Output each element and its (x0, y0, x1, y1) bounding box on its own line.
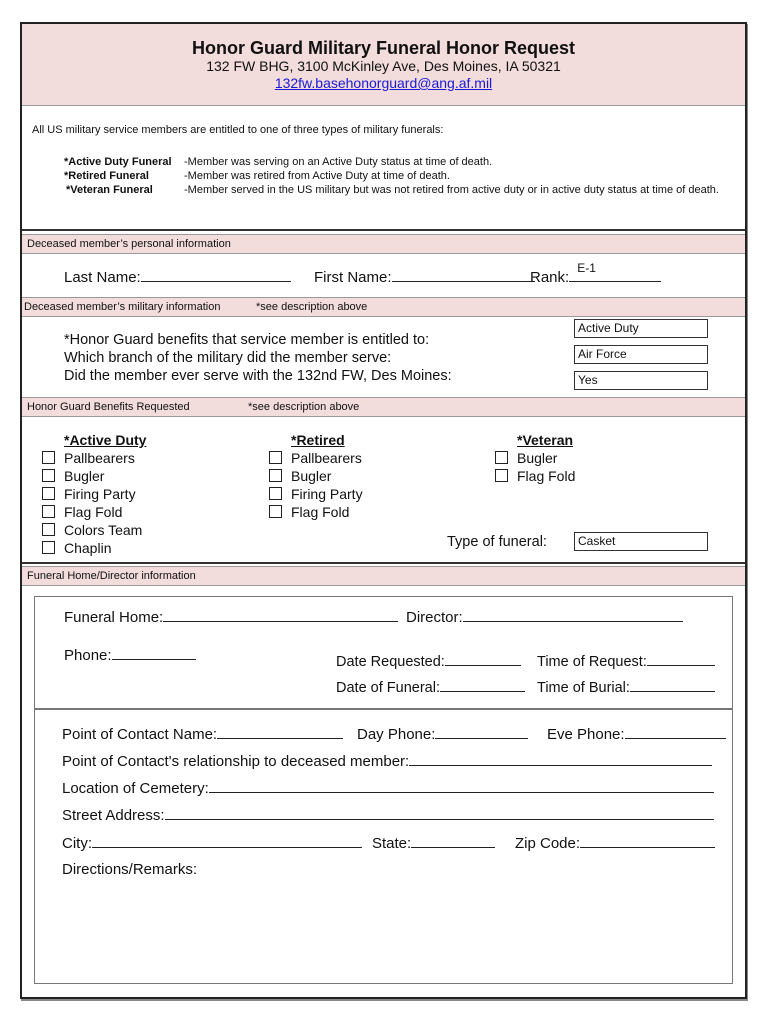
last-name-label: Last Name: (64, 269, 141, 286)
first-name-row (314, 268, 535, 286)
day-phone-label: Day Phone: (357, 726, 436, 743)
section-personal-info (22, 234, 745, 254)
funeral-type-desc: -Member was retired from Active Duty at time of death. (184, 170, 450, 182)
checkbox[interactable] (42, 487, 55, 500)
benefit-option-firing-party[interactable]: Firing Party (269, 485, 363, 503)
city-field[interactable] (92, 834, 362, 848)
benefits-entitled-select[interactable]: Active Duty (574, 319, 708, 338)
benefit-option-chaplin[interactable]: Chaplin (42, 539, 146, 557)
benefit-option-pallbearers[interactable]: Pallbearers (42, 449, 146, 467)
time-of-burial-field[interactable] (630, 678, 715, 692)
funeral-type-desc: -Member was serving on an Active Duty status at time of death. (184, 156, 493, 168)
cemetery-field[interactable] (209, 779, 714, 793)
street-row (62, 806, 714, 824)
section-label: Funeral Home/Director information (27, 570, 196, 582)
checkbox[interactable] (42, 451, 55, 464)
date-of-funeral-field[interactable] (440, 678, 525, 692)
checkbox[interactable] (42, 469, 55, 482)
time-of-request-label: Time of Request: (537, 654, 647, 670)
veteran-benefits (495, 431, 575, 485)
phone-label: Phone: (64, 647, 112, 664)
funeral-type-select[interactable]: Casket (574, 532, 708, 551)
section-label: Honor Guard Benefits Requested (27, 401, 190, 413)
section-funeral-home (22, 566, 745, 586)
section-label: Deceased member’s personal information (27, 238, 231, 250)
state-row (372, 834, 495, 852)
first-name-label: First Name: (314, 269, 392, 286)
section-military-info (22, 297, 745, 317)
relationship-row (62, 752, 712, 770)
funeral-type-label: Type of funeral: (447, 534, 547, 550)
form-title: Honor Guard Military Funeral Honor Request (191, 38, 576, 58)
funeral-type-desc: -Member served in the US military but was not retired from active duty or in active duty status at time of death. (184, 184, 719, 196)
section-label: Deceased member’s military information (24, 301, 221, 313)
day-phone-row (357, 725, 528, 743)
director-field[interactable] (463, 608, 683, 622)
poc-name-row (62, 725, 343, 743)
section-note: *see description above (248, 401, 360, 413)
benefit-option-bugler[interactable]: Bugler (42, 467, 146, 485)
state-field[interactable] (411, 834, 495, 848)
rank-field[interactable] (569, 261, 661, 282)
active-duty-heading: *Active Duty (64, 432, 147, 448)
time-of-request-row (537, 652, 715, 670)
veteran-heading: *Veteran (517, 432, 574, 448)
branch-select[interactable]: Air Force (574, 345, 708, 364)
funeral-type-label: *Active Duty Funeral (64, 156, 172, 168)
phone-field[interactable] (112, 646, 196, 660)
benefit-option-flag-fold[interactable]: Flag Fold (495, 467, 575, 485)
active-duty-benefits (42, 431, 146, 557)
benefit-option-colors-team[interactable]: Colors Team (42, 521, 146, 539)
checkbox[interactable] (495, 451, 508, 464)
rank-value: E-1 (577, 261, 596, 275)
section-note: *see description above (256, 301, 368, 313)
director-label: Director: (406, 609, 463, 626)
checkbox[interactable] (269, 469, 282, 482)
zip-row (515, 834, 715, 852)
date-requested-label: Date Requested: (336, 654, 445, 670)
checkbox[interactable] (269, 487, 282, 500)
section-benefits-requested (22, 397, 745, 417)
benefit-option-firing-party[interactable]: Firing Party (42, 485, 146, 503)
street-field[interactable] (165, 806, 714, 820)
divider (22, 562, 745, 564)
city-row (62, 834, 362, 852)
first-name-field[interactable] (392, 268, 535, 282)
city-label: City: (62, 835, 92, 852)
checkbox[interactable] (269, 505, 282, 518)
funeral-home-field[interactable] (163, 608, 398, 622)
eve-phone-row (547, 725, 726, 743)
retired-benefits (269, 431, 363, 521)
form-address: 132 FW BHG, 3100 McKinley Ave, Des Moines, IA 50321 (206, 58, 561, 74)
street-label: Street Address: (62, 807, 165, 824)
cemetery-label: Location of Cemetery: (62, 780, 209, 797)
date-of-funeral-label: Date of Funeral: (336, 680, 440, 696)
day-phone-field[interactable] (435, 725, 528, 739)
funeral-home-label: Funeral Home: (64, 609, 164, 626)
time-of-burial-row (537, 678, 715, 696)
benefits-entitled-question: *Honor Guard benefits that service member is entitled to: (64, 332, 430, 348)
time-of-burial-label: Time of Burial: (537, 680, 630, 696)
benefit-option-flag-fold[interactable]: Flag Fold (269, 503, 363, 521)
remarks-field[interactable] (62, 882, 722, 977)
checkbox[interactable] (495, 469, 508, 482)
checkbox[interactable] (269, 451, 282, 464)
form-header (22, 24, 745, 106)
phone-row (64, 646, 196, 664)
benefit-option-flag-fold[interactable]: Flag Fold (42, 503, 146, 521)
benefit-option-pallbearers[interactable]: Pallbearers (269, 449, 363, 467)
zip-label: Zip Code: (515, 835, 581, 852)
relationship-field[interactable] (409, 752, 712, 766)
eve-phone-label: Eve Phone: (547, 726, 625, 743)
132nd-service-question: Did the member ever serve with the 132nd FW, Des Moines: (64, 368, 452, 384)
time-of-request-field[interactable] (647, 652, 715, 666)
funeral-type-label: *Retired Funeral (64, 170, 149, 182)
benefit-option-bugler[interactable]: Bugler (495, 449, 575, 467)
branch-question: Which branch of the military did the member serve: (64, 350, 392, 366)
form-page (20, 22, 747, 999)
last-name-row (64, 268, 291, 286)
intro-text: All US military service members are entitled to one of three types of military funerals: (32, 124, 444, 136)
rank-label: Rank: (530, 269, 570, 286)
relationship-label: Point of Contact's relationship to deceased member: (62, 753, 410, 770)
email-link[interactable]: 132fw.basehonorguard@ang.af.mil (274, 75, 493, 91)
last-name-field[interactable] (141, 268, 291, 282)
checkbox[interactable] (42, 541, 55, 554)
retired-heading: *Retired (291, 432, 345, 448)
checkbox[interactable] (42, 505, 55, 518)
date-requested-row (336, 652, 521, 670)
date-of-funeral-row (336, 678, 525, 696)
132nd-service-select[interactable]: Yes (574, 371, 708, 390)
director-row (406, 608, 683, 626)
state-label: State: (372, 835, 412, 852)
divider (22, 229, 745, 231)
cemetery-row (62, 779, 714, 797)
poc-name-field[interactable] (217, 725, 343, 739)
remarks-label: Directions/Remarks: (62, 861, 198, 878)
funeral-type-label: *Veteran Funeral (66, 184, 153, 196)
poc-name-label: Point of Contact Name: (62, 726, 218, 743)
funeral-home-row (64, 608, 398, 626)
date-requested-field[interactable] (445, 652, 521, 666)
rank-row (530, 261, 661, 286)
eve-phone-field[interactable] (625, 725, 726, 739)
zip-field[interactable] (580, 834, 715, 848)
checkbox[interactable] (42, 523, 55, 536)
benefit-option-bugler[interactable]: Bugler (269, 467, 363, 485)
